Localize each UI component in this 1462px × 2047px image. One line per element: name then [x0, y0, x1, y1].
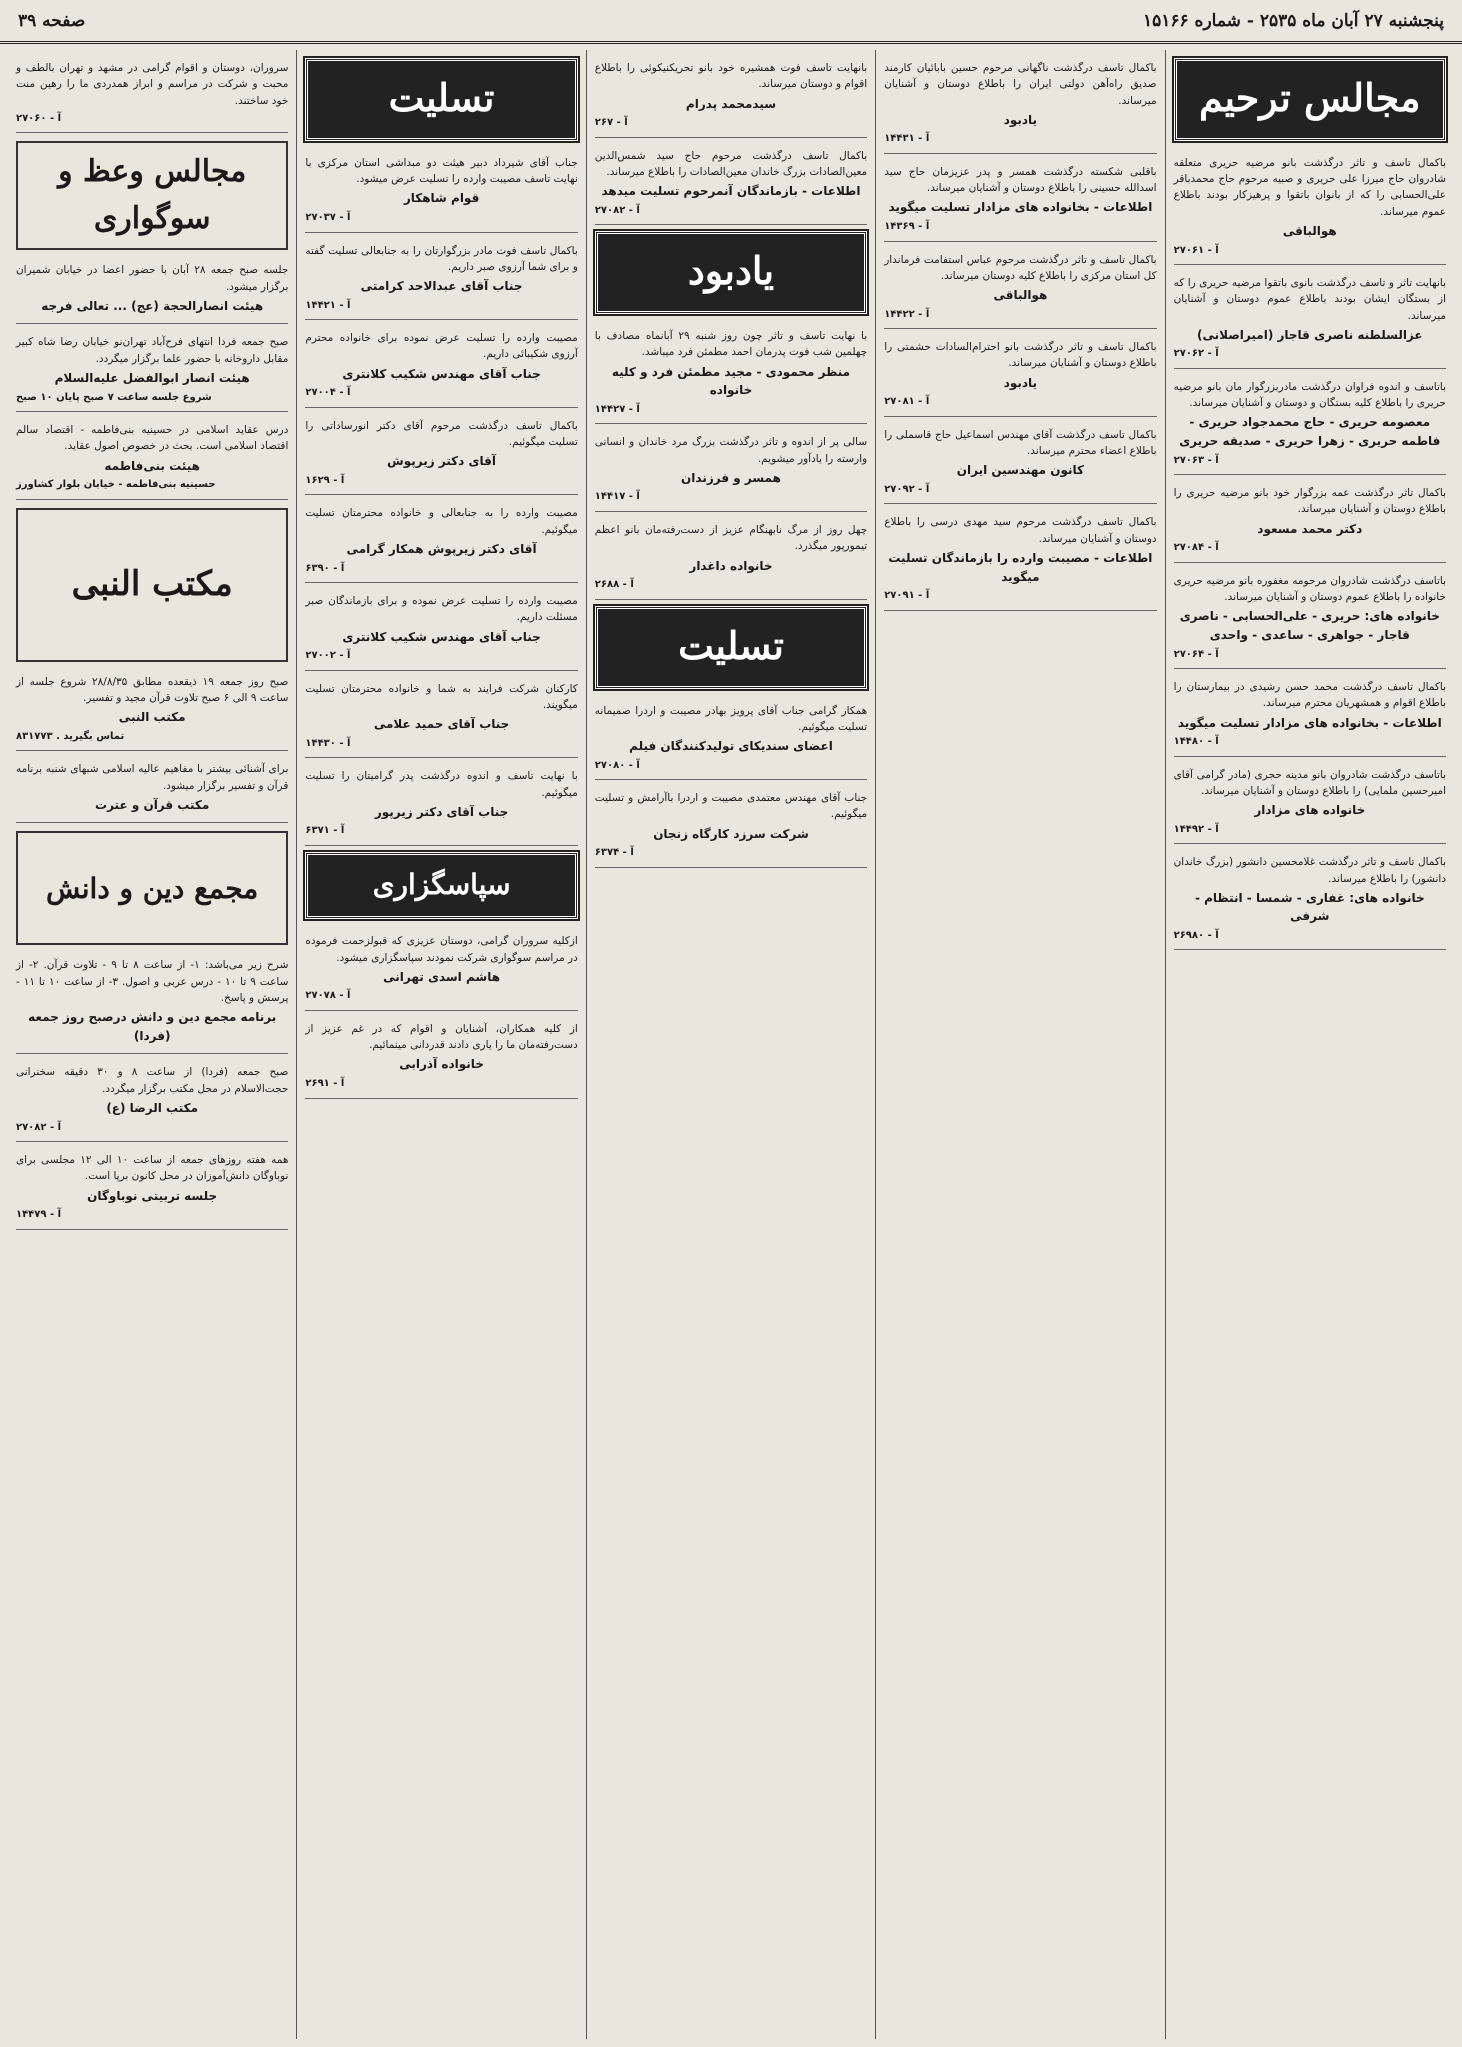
notice-item	[1174, 481, 1446, 563]
notice-item	[1174, 569, 1446, 669]
notice-number: ۲۶۸۸ - آ	[594, 579, 634, 591]
notice-item	[1174, 375, 1446, 475]
notice-text: برای آشنائی بیشتر با مفاهیم عالیه اسلامی شبهای شنبه برنامه قرآن و تفسیر برگزار میشود.	[15, 763, 289, 792]
notice-text: باکمال تاسف درگذشت آقای مهندس اسماعیل حاج قاسملی را باطلاع اعضاء محترم میرساند.	[884, 428, 1157, 458]
notice-number: ۶۳۷۱ - آ	[305, 825, 345, 837]
notice-item	[595, 518, 867, 600]
notice-item	[305, 151, 577, 233]
intro-text: سروران، دوستان و اقوام گرامی در مشهد و تهران بالطف و محبت و شرکت در مراسم و ابراز همدردی ما را رهین منت خود ساختند.	[15, 62, 289, 107]
notice-title: هوالباقی	[1282, 223, 1337, 238]
notice-item	[305, 501, 577, 583]
column-1	[1165, 50, 1454, 2039]
notice-title: هاشم اسدی تهرانی	[383, 969, 501, 984]
section-banner-condolence: تسلیت	[595, 606, 867, 689]
notice-text: باتاسف و اندوه فراوان درگذشت مادربزرگوار مان بانو مرضیه حریری را باطلاع کلیه بستگان و دوستان و آشنایان میرساند.	[1173, 380, 1446, 410]
notice-number: ۲۷۰۰۲ - آ	[305, 650, 351, 662]
notice-text: سالی پر از اندوه و تاثر درگذشت بزرگ مرد خاندان و انسانی وارسته را یادآور میشویم.	[594, 436, 868, 465]
notice-number: حسینیه بنی‌فاطمه - خیابان بلوار کشاورز	[15, 479, 216, 491]
notice-title: آقای دکتر زیرپوش همکار گرامی	[346, 541, 537, 556]
notice-title: جناب آقای مهندس شکیب کلانتری	[342, 366, 541, 381]
sermon-title: مجالس وعظ و سوگواری	[58, 154, 247, 236]
columns	[8, 50, 1454, 2039]
notice-number: ۲۷۰۶۳ - آ	[1173, 454, 1219, 466]
notice-number: ۱۴۴۹۲ - آ	[1173, 823, 1219, 835]
intro-number: ۲۷۰۶۰ - آ	[15, 112, 62, 124]
notice-text: جناب آقای شیرداد دبیر هیئت دو مبداشی استان مرکزی با نهایت تاسف مصیبت وارده را تسلیت عرض میشود.	[305, 156, 578, 186]
notice-text: چهل روز از مرگ نابهنگام عزیز از دست‌رفته‌مان بانو اعظم تیمورپور میگذرد.	[594, 523, 868, 553]
notice-item	[16, 1060, 288, 1142]
notice-title: مکتب النبی	[118, 710, 186, 725]
notice-number: ۲۷۰۶۴ - آ	[1173, 648, 1219, 660]
notice-text: شرح زیر می‌باشد: ۱- از ساعت ۸ تا ۹ - تلاوت قرآن. ۲- از ساعت ۹ تا ۱۰ - درس عربی و اصول. ۳- از ساعت ۱۰ تا ۱۱ - پرسش و پاسخ.	[15, 959, 289, 1004]
notice-item	[884, 160, 1156, 242]
notice-title: خانواده داغدار	[689, 558, 773, 573]
notice-item	[595, 144, 867, 226]
notice-title: هیئت انصارالحجة (عج) ... تعالی فرجه	[41, 298, 264, 313]
notice-number: ۲۷۰۹۱ - آ	[884, 590, 930, 602]
notice-title: سیدمحمد پدرام	[685, 96, 777, 111]
notice-number: ۲۶۹۸۰ - آ	[1173, 929, 1219, 941]
notice-number: ۱۴۴۱۷ - آ	[594, 491, 640, 503]
section-banner-gratitude: سپاسگزاری	[305, 852, 577, 919]
notice-text: صبح روز جمعه ۱۹ ذیقعده مطابق ۲۸/۸/۳۵ شروع جلسه از ساعت ۹ الی ۶ صبح تلاوت قرآن مجید و تفسیر.	[15, 675, 289, 704]
section-banner-mourning: مجالس ترحیم	[1174, 58, 1446, 141]
notice-item	[884, 423, 1156, 505]
sermon-box	[16, 141, 288, 250]
notice-title: همسر و فرزندان	[681, 470, 781, 485]
notice-text: باقلبی شکسته درگذشت همسر و پدر عزیزمان حاج سید اسدالله حسینی را باطلاع دوستان و آشنایان میرساند.	[884, 165, 1157, 195]
notice-item	[16, 757, 288, 823]
notice-title: مکتب الرضا (ع)	[106, 1100, 199, 1115]
notice-item	[595, 430, 867, 512]
notice-item	[305, 414, 577, 496]
notice-item	[305, 764, 577, 846]
notice-item	[305, 589, 577, 671]
notice-number: ۱۴۴۸۰ - آ	[1173, 736, 1219, 748]
section-banner-condolence-2: تسلیت	[305, 58, 577, 141]
notice-item	[16, 953, 288, 1054]
intro-notice	[16, 56, 288, 133]
notice-title: خانواده های: حریری - علی‌الحسابی - ناصری قاجار - جواهری - ساعدی - واحدی	[1179, 609, 1440, 642]
notice-title: هیئت انصار ابوالفضل علیه‌السلام	[54, 370, 250, 385]
masthead	[0, 0, 1462, 44]
notice-title: منظر محمودی - مجید مطمئن فرد و کلیه خانواده	[611, 364, 851, 398]
notice-text: باکمال تاثر درگذشت عمه بزرگوار خود بانو مرضیه حریری را باطلاع دوستان و آشنایان میرساند.	[1173, 487, 1446, 516]
notice-title: اطلاعات - بخانواده های مزادار تسلیت میگوید	[1177, 715, 1442, 730]
notice-text: درس عقاید اسلامی در حسینیه بنی‌فاطمه - اقتصاد سالم اقتصاد اسلامی است. بحث در خصوص اصول عقاید.	[15, 424, 289, 453]
issue-date: پنجشنبه ۲۷ آبان ماه ۲۵۳۵ - شماره ۱۵۱۶۶	[1142, 10, 1444, 31]
notice-item	[16, 418, 288, 500]
notice-number: ۲۷۰۳۷ - آ	[305, 212, 351, 224]
column-5	[8, 50, 296, 2039]
notice-item	[1174, 850, 1446, 950]
notice-title: هیئت بنی‌فاطمه	[104, 458, 200, 473]
page-number: صفحه ۳۹	[18, 10, 86, 31]
notice-text: باتاسف درگذشت شادروان بانو مدینه حجری (مادر گرامی آقای امیرحسین ملمایی) را باطلاع دوستان و آشنایان میرساند.	[1173, 768, 1446, 797]
notice-text: مصیبت وارده را تسلیت عرض نموده برای خانواده محترم آرزوی شکیبائی داریم.	[305, 332, 578, 361]
notice-item	[305, 677, 577, 759]
notice-item	[1174, 271, 1446, 369]
notice-text: صبح جمعه فردا انتهای فرح‌آباد تهران‌نو خیابان رضا شاه کبیر مقابل داروخانه با حضور علما برگزار میگردد.	[15, 336, 289, 365]
notice-item	[595, 699, 867, 781]
notice-title: اعضای سندیکای تولیدکنندگان فیلم	[629, 739, 833, 754]
notice-item	[1174, 763, 1446, 845]
notice-number: ۲۷۰۰۴ - آ	[305, 387, 351, 399]
notice-item	[1174, 675, 1446, 757]
notice-item	[595, 56, 867, 138]
notice-text: باتاسف درگذشت شادروان مرحومه مغفوره بانو مرضیه حریری خانواده را باطلاع عموم دوستان و آشنایان میرساند.	[1173, 574, 1446, 604]
notice-title: هوالباقی	[993, 288, 1048, 303]
notice-text: با نهایت تاسف و اندوه درگذشت پدر گرامیتان را تسلیت میگوئیم.	[305, 770, 578, 799]
notice-item	[305, 239, 577, 321]
notice-title: اطلاعات - بازماندگان آنمرحوم تسلیت میدهد	[601, 184, 861, 199]
notice-number: ۱۴۴۳۱ - آ	[884, 133, 930, 145]
notice-text: باکمال تاسف و تاثر درگذشت بانو مرضیه حریری متعلقه شادروان حاج میرزا علی حریری و صبیه مرحوم حاج محمدباقر علی‌الحسابی را که از بانوان باتقوا و پرهیزکار بودند باطلاع عموم میرساند.	[1173, 156, 1446, 218]
notice-text: باکمال تاسف درگذشت ناگهانی مرحوم حسین بابائیان کارمند صدیق راه‌آهن دولتی ایران را باطلاع دوستان و آشنایان میرساند.	[884, 62, 1157, 107]
notice-item	[16, 1148, 288, 1230]
notice-number: ۱۴۴۳۰ - آ	[305, 737, 351, 749]
notice-text: مصیبت وارده را تسلیت عرض نموده و برای بازماندگان صبر مسئلت داریم.	[305, 595, 578, 624]
notice-title: معصومه حریری - حاج محمدجواد حریری - فاطمه حریری - زهرا حریری - صدیقه حریری	[1179, 415, 1441, 449]
notice-item	[595, 324, 867, 424]
notice-title: شرکت سرزد کارگاه زنجان	[653, 826, 809, 841]
notice-text: بانهایت تاسف فوت همشیره خود بانو تحریکنیکوئی را باطلاع اقوام و دوستان میرساند.	[594, 62, 868, 91]
notice-item	[884, 510, 1156, 610]
notice-item	[16, 330, 288, 412]
notice-title: کانون مهندسین ایران	[956, 463, 1084, 478]
notice-text: باکمال تاسف و تاثر درگذشت غلامحسین دانشور (بزرگ خاندان دانشور) را باطلاع میرساند.	[1173, 856, 1446, 885]
notice-item	[884, 56, 1156, 154]
section-banner-memorial: یادبود	[595, 231, 867, 314]
notice-title: خانواده های: غفاری - شمسا - انتظام - شرفی	[1194, 890, 1425, 924]
notice-item	[305, 929, 577, 1011]
column-3	[586, 50, 875, 2039]
notice-number: ۲۷۰۸۴ - آ	[1173, 542, 1219, 554]
notice-title: مکتب قرآن و عترت	[95, 797, 210, 812]
notice-text: باکمال تاسف درگذشت محمد حسن رشیدی در بیمارستان را باطلاع اقوام و همشهریان محترم میرساند.	[1173, 681, 1446, 710]
notice-item	[1174, 151, 1446, 265]
notice-item	[16, 670, 288, 752]
notice-title: خانواده آذرابی	[399, 1057, 484, 1072]
notice-number: ۶۳۹۰ - آ	[305, 562, 345, 574]
notice-text: ازکلیه سروران گرامی، دوستان عزیزی که قبولزحمت فرموده در مراسم سوگواری شرکت نمودند سپاسگزاری میشود.	[305, 935, 578, 964]
notice-text: جلسه صبح جمعه ۲۸ آبان با حضور اعضا در خیابان شمیران برگزار میشود.	[15, 264, 289, 293]
notice-number: ۱۴۴۲۷ - آ	[594, 403, 640, 415]
notice-item	[16, 258, 288, 324]
calligraphy-logo-maktab-nabi: مکتب النبی	[16, 508, 288, 662]
notice-title: برنامه مجمع دین و دانش درصبح روز جمعه (فردا)	[28, 1010, 277, 1043]
notice-text: باکمال تاسف درگذشت مرحوم حاج سید شمس‌الدین معین‌الصادات بزرگ خاندان معین‌الصادات را باطلاع میرساند.	[594, 149, 868, 178]
notice-number: ۱۴۴۲۲ - آ	[884, 308, 930, 320]
notice-number: ۲۷۰۸۰ - آ	[594, 759, 640, 771]
notice-title: اطلاعات - بخانواده های مزادار تسلیت میگوید	[888, 200, 1153, 215]
notice-text: صبح جمعه (فردا) از ساعت ۸ و ۳۰ دقیقه سخنرانی حجت‌الاسلام در محل مکتب برگزار میگردد.	[15, 1066, 289, 1095]
notice-text: همکار گرامی جناب آقای پرویز بهادر مصیبت و اردرا صمیمانه تسلیت میگوئیم.	[594, 704, 868, 733]
notice-title: اطلاعات - مصیبت وارده را بازماندگان تسلیت میگوید	[888, 550, 1153, 584]
notice-text: مصیبت وارده را به جنابعالی و خانواده محترمتان تسلیت میگوئیم.	[305, 507, 578, 536]
notice-title: جلسه تربیتی نوباوگان	[87, 1188, 218, 1203]
notice-number: ۶۳۷۴ - آ	[594, 847, 634, 859]
notice-title: آقای دکتر زیرپوش	[387, 454, 496, 469]
notice-item	[305, 1017, 577, 1099]
notice-title: عزالسلطنه ناصری قاجار (امیراصلانی)	[1196, 327, 1423, 342]
notice-text: همه هفته روزهای جمعه از ساعت ۱۰ الی ۱۲ مجلسی برای نوباوگان دانش‌آموزان در محل کانون برپا است.	[15, 1154, 289, 1183]
notice-item	[305, 326, 577, 408]
notice-title: جناب آقای دکتر زیرپور	[374, 804, 509, 819]
notice-number: ۱۴۳۶۹ - آ	[884, 221, 930, 233]
notice-text: باکمال تاسف درگذشت مرحوم آقای دکتر انورساداتی را تسلیت میگوئیم.	[305, 419, 578, 449]
notice-text: کارکنان شرکت فرایند به شما و خانواده محترمتان تسلیت میگویند.	[305, 682, 578, 711]
notice-text: باکمال تاسف و تاثر درگذشت مرحوم عباس استفامت فرماندار کل استان مرکزی را باطلاع کلیه دوستان میرساند.	[884, 253, 1157, 282]
notice-item	[595, 786, 867, 868]
notice-text: جناب آقای مهندس معتمدی مصیبت و اردرا باآرامش و تسلیت میگوئیم.	[594, 792, 868, 821]
notice-number: شروع جلسه ساعت ۷ صبح پایان ۱۰ صبح	[15, 391, 212, 403]
notice-number: ۱۶۲۹ - آ	[305, 474, 345, 486]
notice-item	[884, 335, 1156, 417]
notice-number: ۱۴۴۷۹ - آ	[15, 1209, 62, 1221]
notice-number: ۲۷۰۸۲ - آ	[15, 1121, 62, 1133]
notice-text: باکمال تاسف و تاثر درگذشت بانو احترام‌السادات حشمتی را باطلاع دوستان و آشنایان میرساند.	[884, 341, 1157, 370]
notice-title: خانواده های مزادار	[1254, 803, 1366, 818]
notice-text: از کلیه همکاران، آشنایان و اقوام که در غم عزیز از دست‌رفته‌مان ما را یاری دادند قدردانی مینمائیم.	[305, 1022, 578, 1052]
notice-number: ۲۶۷ - آ	[594, 117, 628, 129]
notice-title: یادبود	[1003, 112, 1038, 127]
notice-number: تماس بگیرید . ۸۳۱۷۷۳	[15, 730, 125, 742]
notice-number: ۲۷۰۸۲ - آ	[594, 204, 640, 216]
calligraphy-logo-din-danesh: مجمع دین و دانش	[16, 831, 288, 945]
notice-title: یادبود	[1003, 375, 1038, 390]
notice-number: ۱۴۴۲۱ - آ	[305, 299, 351, 311]
column-2	[875, 50, 1164, 2039]
notice-number: ۲۷۰۷۸ - آ	[305, 990, 351, 1002]
notice-title: جناب آقای مهندس شکیب کلانتری	[342, 629, 541, 644]
notice-item	[884, 248, 1156, 330]
notice-title: قوام شاهکار	[403, 191, 480, 206]
notice-text: با نهایت تاسف و تاثر چون روز شنبه ۲۹ آبانماه مصادف با چهلمین شب فوت پدرمان احمد مطمئن فرد میباشد.	[594, 330, 868, 359]
notice-number: ۲۷۰۸۱ - آ	[884, 396, 930, 408]
notice-number: ۲۶۹۱ - آ	[305, 1078, 345, 1090]
notice-number: ۲۷۰۶۲ - آ	[1173, 348, 1219, 360]
notice-title: دکتر محمد مسعود	[1257, 521, 1363, 536]
notice-title: جناب آقای حمید علامی	[373, 717, 510, 732]
notice-number: ۲۷۰۶۱ - آ	[1173, 244, 1219, 256]
notice-number: ۲۷۰۹۲ - آ	[884, 483, 930, 495]
notice-title: جناب آقای عبدالاحد کرامتی	[360, 279, 523, 294]
notice-text: بانهایت تاثر و تاسف درگذشت بانوی باتقوا مرضیه حریری را که از بستگان ایشان بودند باطلاع عموم دوستان و آشنایان میرساند.	[1173, 277, 1446, 322]
notice-text: باکمال تاسف درگذشت مرحوم سید مهدی درسی را باطلاع دوستان و آشنایان میرساند.	[884, 516, 1157, 545]
notice-text: باکمال تاسف فوت مادر بزرگوارتان را به جنابعالی تسلیت گفته و برای شما آرزوی صبر داریم.	[305, 244, 578, 273]
column-4	[296, 50, 585, 2039]
